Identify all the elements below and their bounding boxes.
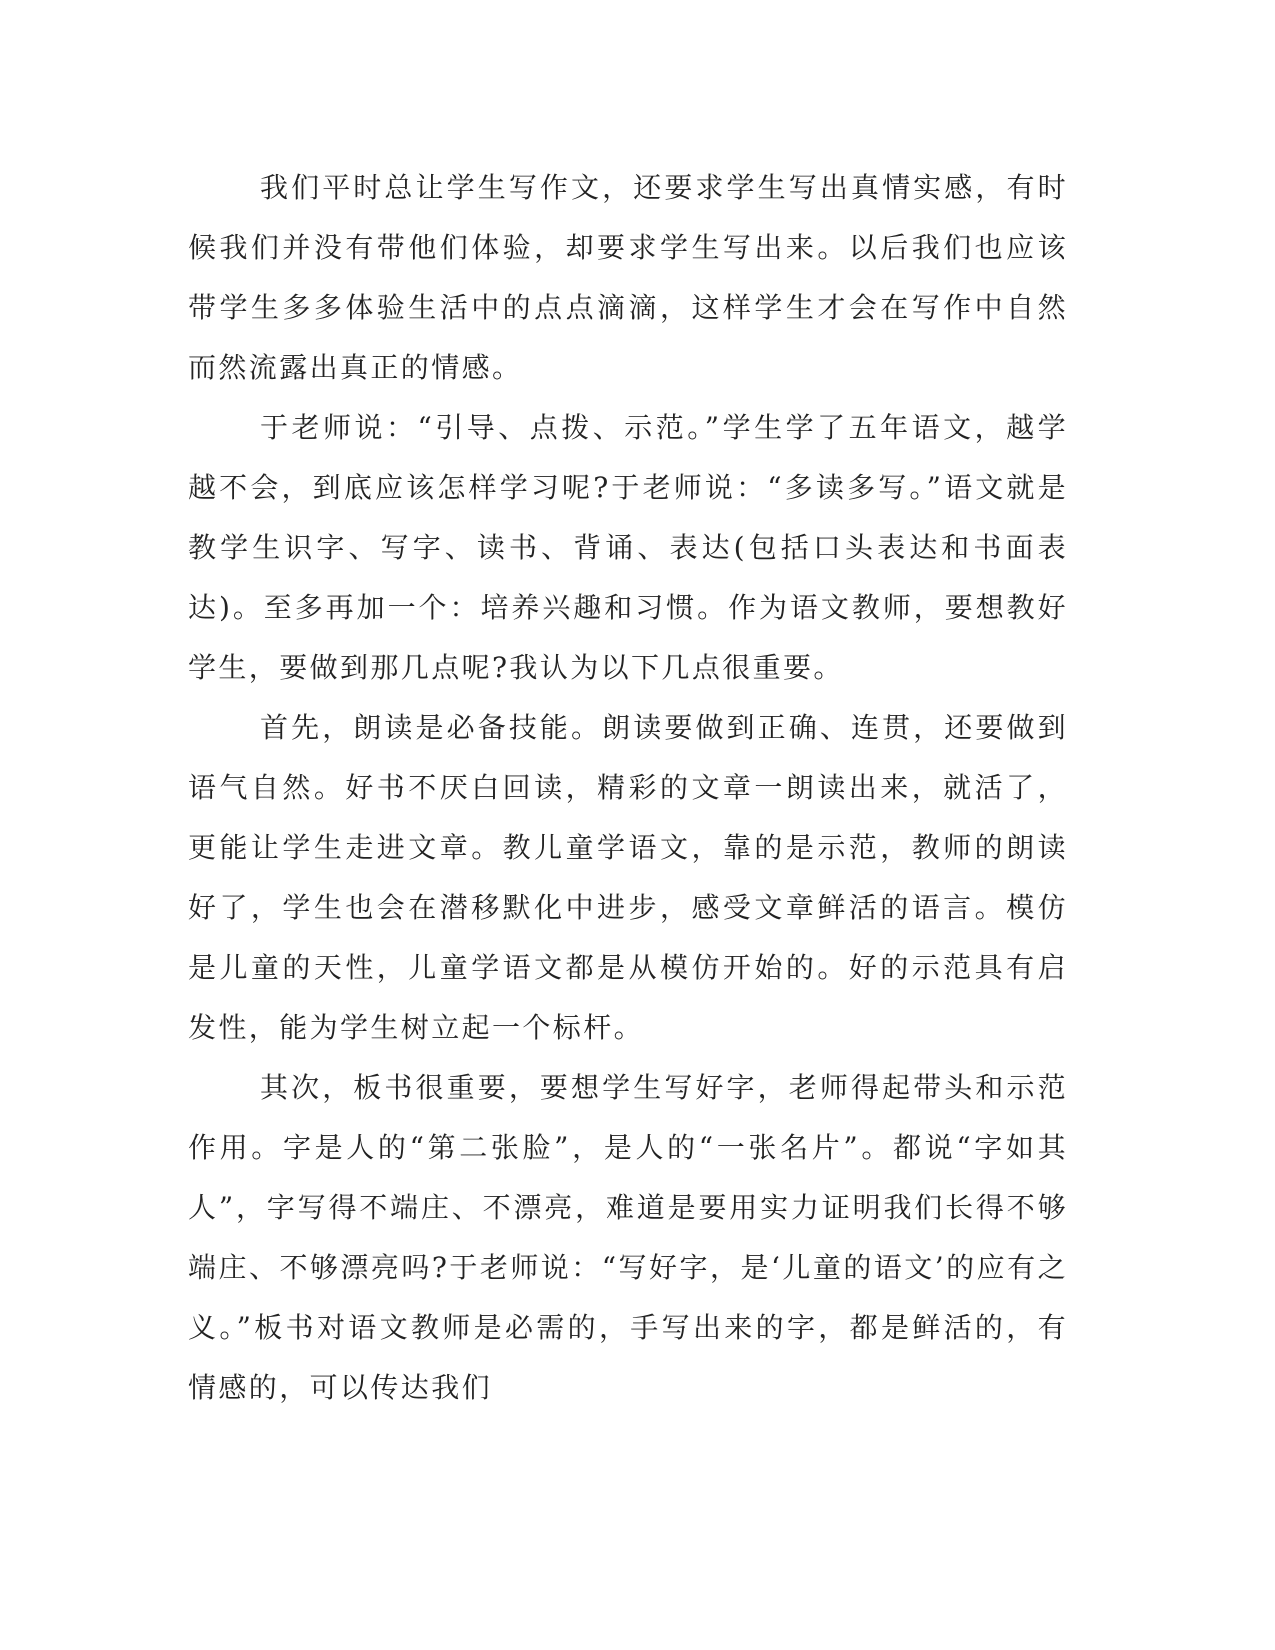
paragraph-3: 首先，朗读是必备技能。朗读要做到正确、连贯，还要做到语气自然。好书不厌白回读，精彩的文章一朗读出来，就活了，更能让学生走进文章。教儿童学语文，靠的是示范，教师的朗读好了，学生也会在潜移默化中进步，感受文章鲜活的语言。模仿是儿童的天性，儿童学语文都是从模仿开始的。好的示范具有启发性，能为学生树立起一个标杆。	[188, 711, 1068, 1044]
paragraph-4: 其次，板书很重要，要想学生写好字，老师得起带头和示范作用。字是人的“第二张脸”，是人的“一张名片”。都说“字如其人”，字写得不端庄、不漂亮，难道是要用实力证明我们长得不够端庄、不够漂亮吗?于老师说：“写好字，是‘儿童的语文’的应有之义。”板书对语文教师是必需的，手写出来的字，都是鲜活的，有情感的，可以传达我们	[188, 1071, 1068, 1404]
paragraph-1: 我们平时总让学生写作文，还要求学生写出真情实感，有时候我们并没有带他们体验，却要求学生写出来。以后我们也应该带学生多多体验生活中的点点滴滴，这样学生才会在写作中自然而然流露出真正的情感。	[188, 171, 1068, 384]
paragraph-2: 于老师说：“引导、点拨、示范。”学生学了五年语文，越学越不会，到底应该怎样学习呢?于老师说：“多读多写。”语文就是教学生识字、写字、读书、背诵、表达(包括口头表达和书面表达)。至多再加一个：培养兴趣和习惯。作为语文教师，要想教好学生，要做到那几点呢?我认为以下几点很重要。	[188, 411, 1068, 684]
body-text	[188, 158, 1068, 1418]
